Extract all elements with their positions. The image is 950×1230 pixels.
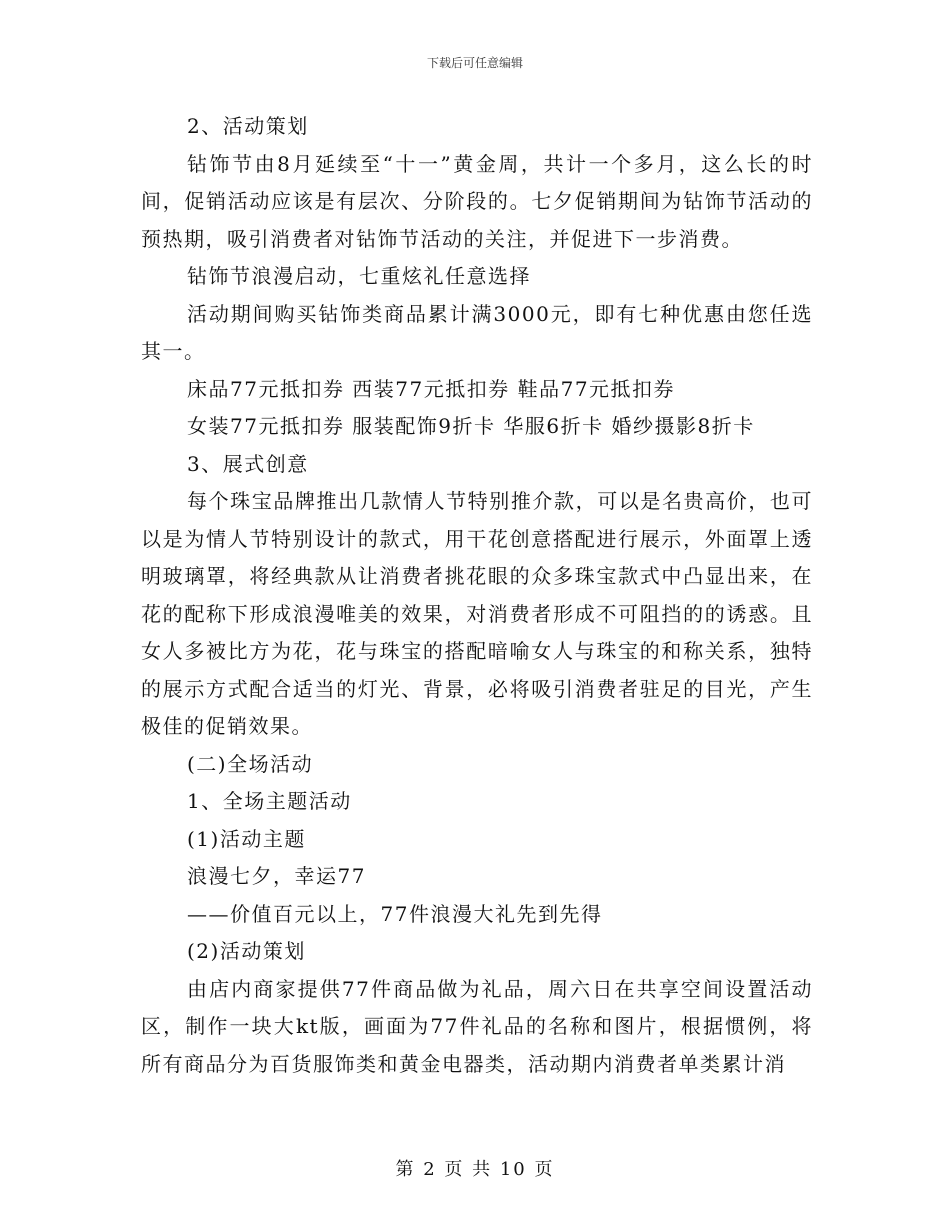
body-paragraph: 活动期间购买钻饰类商品累计满3000元，即有七种优惠由您任选其一。: [141, 301, 813, 363]
body-paragraph: ——价值百元以上，77件浪漫大礼先到先得: [187, 901, 603, 926]
body-paragraph: 钻饰节由8月延续至“十一”黄金周，共计一个多月，这么长的时间，促销活动应该是有层次、分阶段的。七夕促销期间为钻饰节活动的预热期，吸引消费者对钻饰节活动的关注，并促进下一步消费。: [141, 151, 813, 251]
body-paragraph: (2)活动策划: [187, 939, 306, 963]
body-paragraph: 浪漫七夕，幸运77: [187, 864, 366, 888]
page-number-footer: 第 2 页 共 10 页: [395, 1159, 555, 1180]
body-paragraph: (1)活动主题: [187, 826, 306, 851]
body-paragraph: 由店内商家提供77件商品做为礼品，周六日在共享空间设置活动区，制作一块大kt版，画面为77件礼品的名称和图片，根据惯例，将所有商品分为百货服饰类和黄金电器类，活动期内消费者单类累计消: [141, 976, 813, 1076]
body-paragraph: (二)全场活动: [187, 751, 314, 776]
body-paragraph: 3、展式创意: [187, 451, 309, 476]
body-paragraph: 床品77元抵扣券 西装77元抵扣券 鞋品77元抵扣券: [187, 376, 676, 401]
body-paragraph: 1、全场主题活动: [187, 789, 352, 813]
page-header-note: 下载后可任意编辑: [426, 56, 523, 70]
body-paragraph: 2、活动策划: [187, 114, 309, 138]
body-paragraph: 女装77元抵扣券 服装配饰9折卡 华服6折卡 婚纱摄影8折卡: [187, 414, 755, 438]
body-paragraph: 钻饰节浪漫启动，七重炫礼任意选择: [187, 264, 531, 288]
document-body: [141, 108, 813, 1083]
body-paragraph: 每个珠宝品牌推出几款情人节特别推介款，可以是名贵高价，也可以是为情人节特别设计的款式，用干花创意搭配进行展示，外面罩上透明玻璃罩，将经典款从让消费者挑花眼的众多珠宝款式中凸显出来，在花的配称下形成浪漫唯美的效果，对消费者形成不可阻挡的的诱惑。且女人多被比方为花，花与珠宝的搭配暗喻女人与珠宝的和称关系，独特的展示方式配合适当的灯光、背景，必将吸引消费者驻足的目光，产生极佳的促销效果。: [141, 489, 813, 738]
